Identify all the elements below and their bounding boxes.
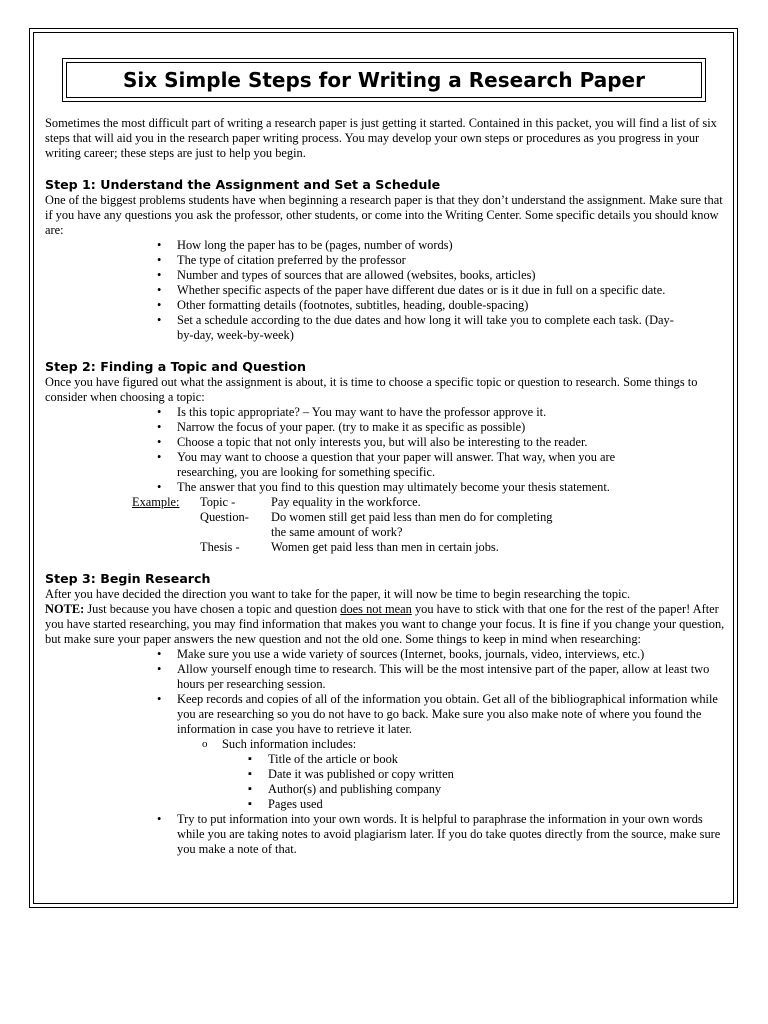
example-thesis: Women get paid less than men in certain jobs. (271, 540, 499, 554)
step3-text-a: After you have decided the direction you want to take for the paper, it will now be time to begin researching the topic. (45, 587, 631, 601)
example-label: Example: (132, 495, 180, 509)
example-question-line2: the same amount of work? (271, 525, 403, 539)
step3-subsub-list (45, 752, 725, 812)
step3-heading: Step 3: Begin Research (45, 571, 211, 586)
step1-paragraph: One of the biggest problems students have when beginning a research paper is that they don’t understand the assignment. Make sure that if you have any questions you ask the professor, other students, or come into the Writing Center. Some specific details you should know are: (45, 193, 723, 237)
list-item: • The answer that you find to this question may ultimately become your thesis statement. (45, 480, 725, 495)
title-box (62, 58, 706, 102)
example-topic-label: Topic - (200, 495, 236, 509)
list-item: ▪ Author(s) and publishing company (45, 782, 725, 797)
list-item: • Other formatting details (footnotes, subtitles, heading, double-spacing) (45, 298, 725, 313)
step3-sub-list (45, 737, 725, 752)
list-item: ▪ Title of the article or book (45, 752, 725, 767)
example-thesis-label: Thesis - (200, 540, 240, 554)
step2-heading: Step 2: Finding a Topic and Question (45, 359, 306, 374)
step3-underlined: does not mean (340, 602, 412, 616)
list-item: • Whether specific aspects of the paper have different due dates or is it due in full on a specific date. (45, 283, 725, 298)
note-label: NOTE: (45, 602, 85, 616)
step1-heading: Step 1: Understand the Assignment and Set a Schedule (45, 177, 441, 192)
list-item: ▪ Pages used (45, 797, 725, 812)
step3-bullet-list-end (45, 812, 725, 857)
step2-bullet-list (45, 405, 725, 495)
list-item: • Allow yourself enough time to research. This will be the most intensive part of the paper, allow at least two hours per researching session. (45, 662, 725, 692)
list-item: • Set a schedule according to the due dates and how long it will take you to complete each task. (Day-by-day, week-by-week) (45, 313, 725, 343)
list-item: • Narrow the focus of your paper. (try to make it as specific as possible) (45, 420, 725, 435)
example-question-label: Question- (200, 510, 249, 524)
page-title: Six Simple Steps for Writing a Research Paper (66, 62, 702, 98)
step3-bullet-list (45, 647, 725, 737)
list-item: • You may want to choose a question that your paper will answer. That way, when you are researching, you are looking for something specific. (45, 450, 725, 480)
list-item: ▪ Date it was published or copy written (45, 767, 725, 782)
example-block (45, 495, 725, 555)
list-item: • Number and types of sources that are allowed (websites, books, articles) (45, 268, 725, 283)
document-body (45, 116, 725, 857)
intro-paragraph: Sometimes the most difficult part of writing a research paper is just getting it started. Contained in this packet, you will find a list of six steps that will aid you in the research paper writing process. You may develop your own steps or procedures as you progress in your writing career; these steps are just to help you begin. (45, 116, 717, 160)
list-item: • Choose a topic that not only interests you, but will also be interesting to the reader. (45, 435, 725, 450)
example-topic: Pay equality in the workforce. (271, 495, 421, 509)
list-item: o Such information includes: (45, 737, 725, 752)
list-item: • How long the paper has to be (pages, number of words) (45, 238, 725, 253)
step3-text-b: Just because you have chosen a topic and question (84, 602, 341, 616)
list-item: • The type of citation preferred by the professor (45, 253, 725, 268)
list-item: • Try to put information into your own words. It is helpful to paraphrase the information in your own words while you are taking notes to avoid plagiarism later. If you do take quotes directly from the source, make sure you make a note of that. (45, 812, 725, 857)
step3-text-c: you have to stick with that one for the rest of the paper! After you have started researching, you may find information that makes you want to change your focus. It is fine if you change your question, but make sure your paper answers the new question and not the old one. Some things to keep in mind when researching: (45, 602, 725, 646)
list-item: • Is this topic appropriate? – You may want to have the professor approve it. (45, 405, 725, 420)
step1-bullet-list (45, 238, 725, 343)
list-item: • Keep records and copies of all of the information you obtain. Get all of the bibliographical information while you are researching so you do not have to go back. Make sure you also make note of where you found the information in case you have to retrieve it later. (45, 692, 725, 737)
step2-paragraph: Once you have figured out what the assignment is about, it is time to choose a specific topic or question to research. Some things to consider when choosing a topic: (45, 375, 698, 404)
example-question-line1: Do women still get paid less than men do for completing (271, 510, 553, 524)
list-item: • Make sure you use a wide variety of sources (Internet, books, journals, video, interviews, etc.) (45, 647, 725, 662)
step3-paragraph (45, 587, 725, 647)
